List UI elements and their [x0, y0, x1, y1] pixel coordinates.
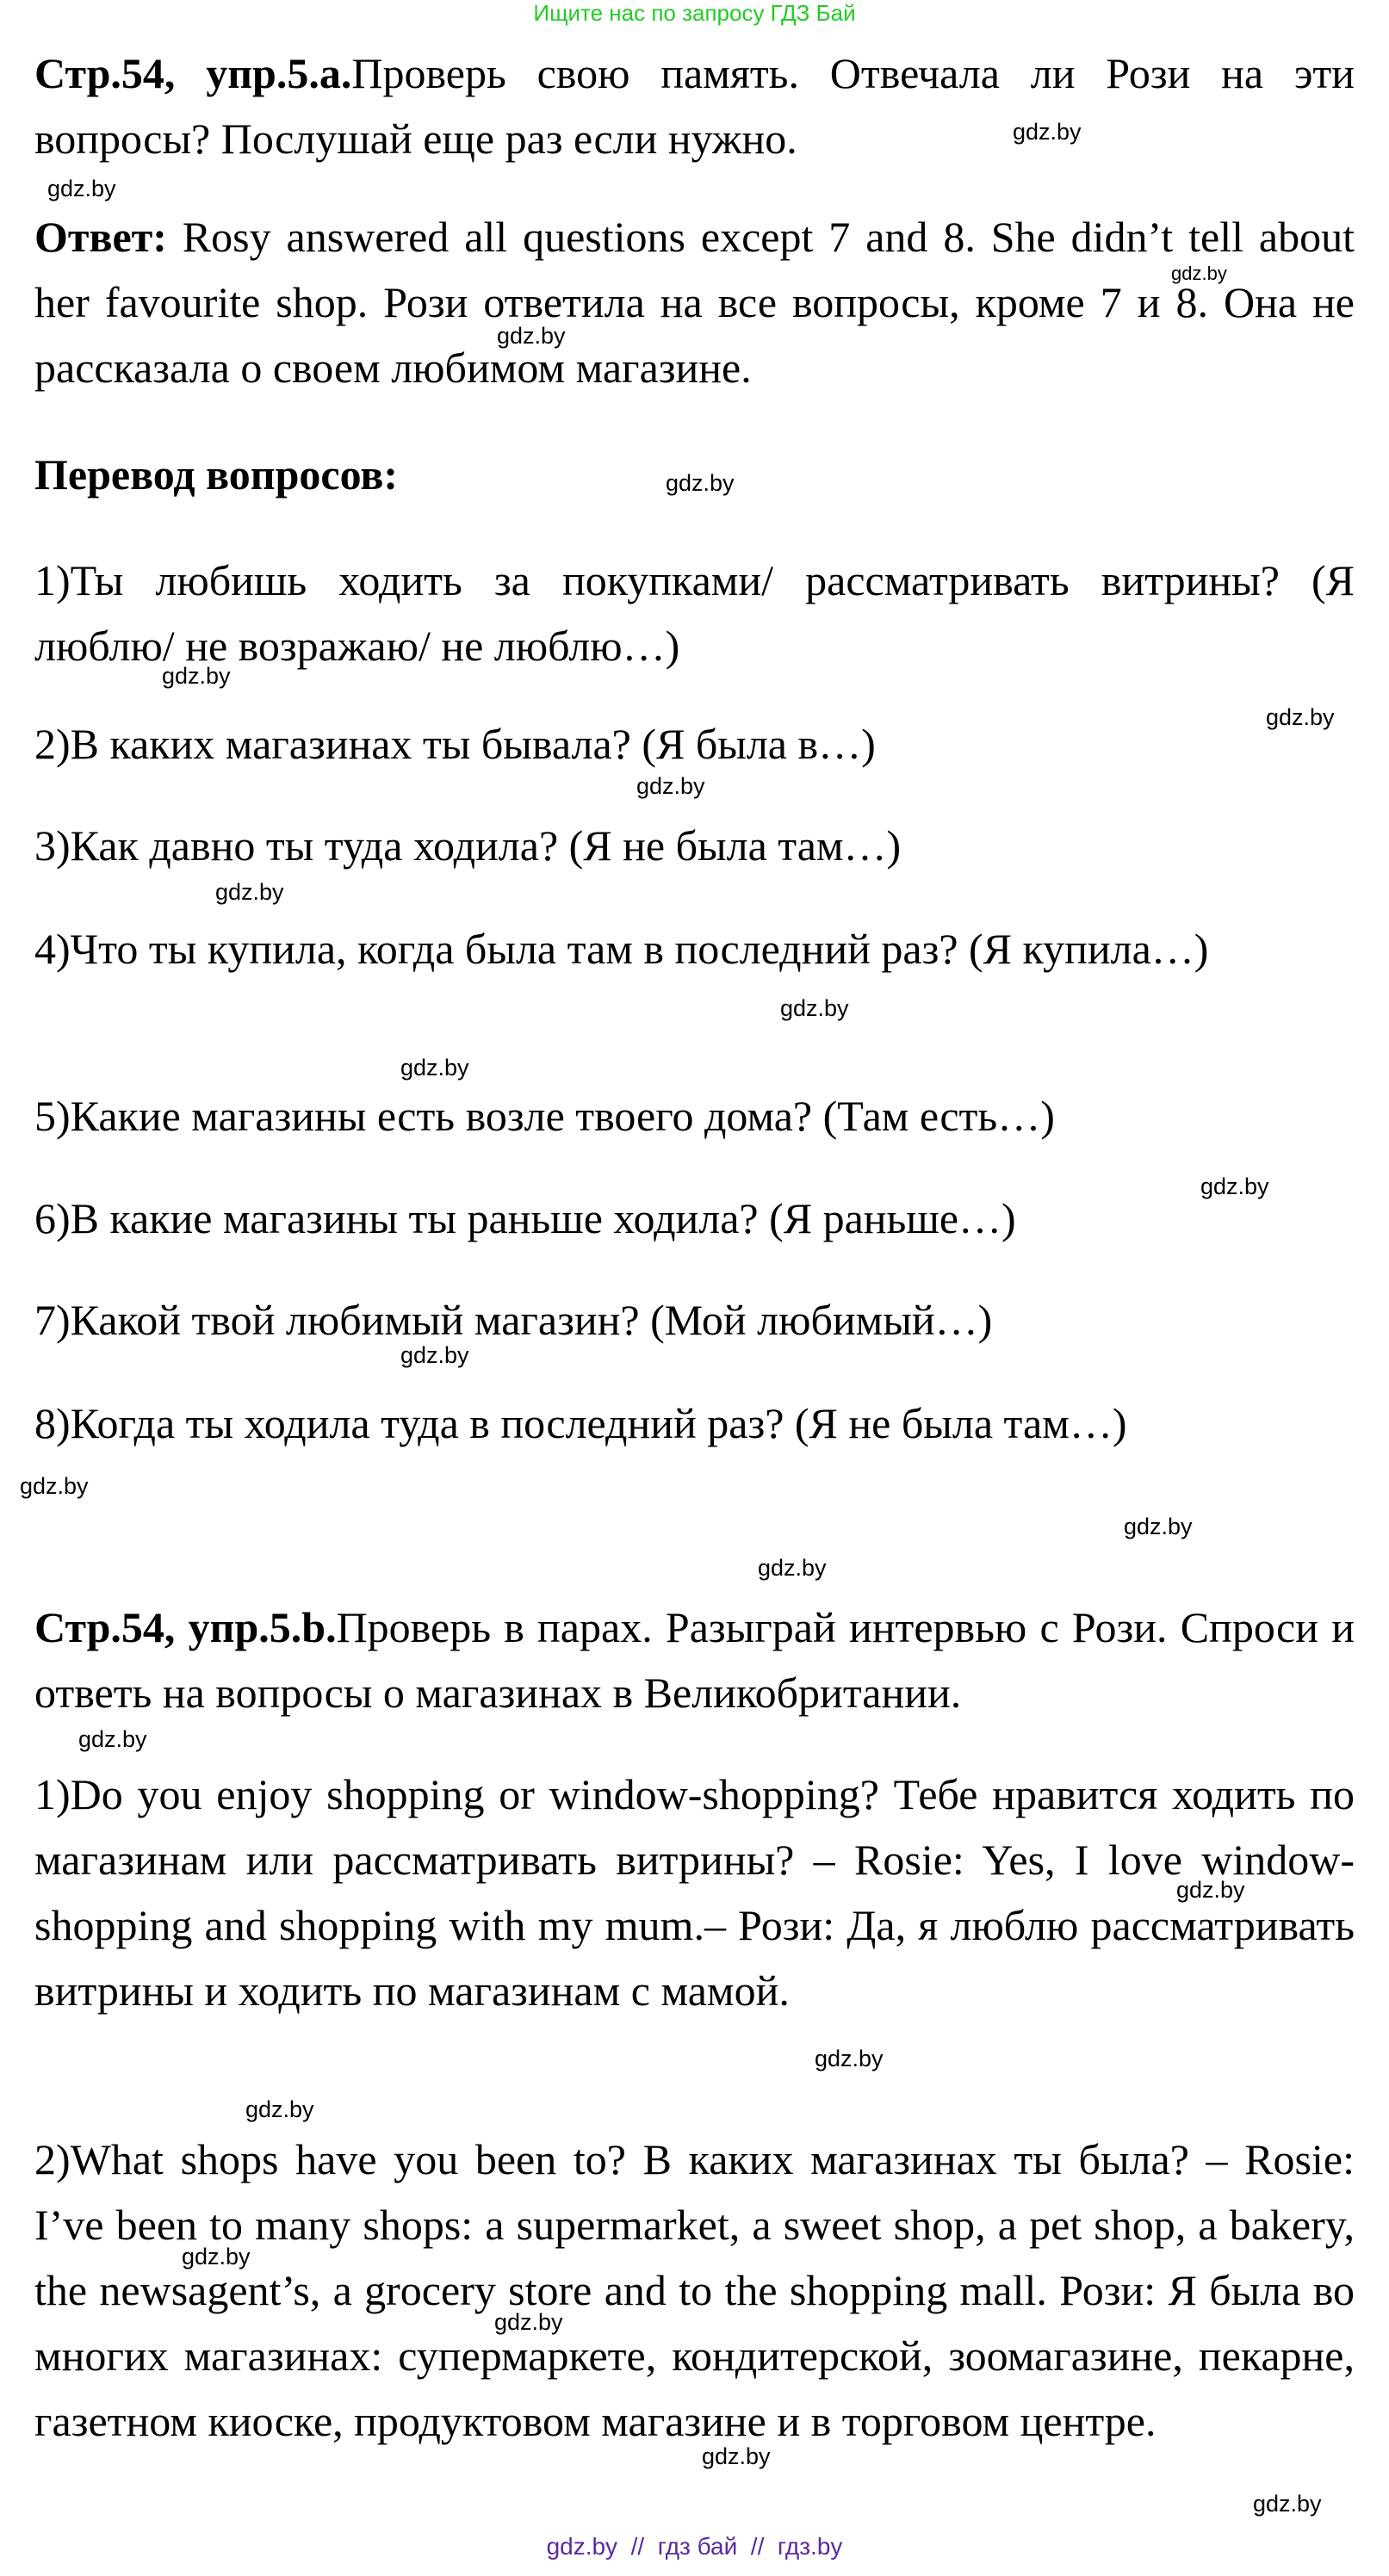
answer-5b-1: 1)Do you enjoy shopping or window-shopping? Тебе нравится ходить по магазинам или рассматривать витрины? – Rosie: Yes, I love window-shopping and shopping with my mum.– Рози: Да, я люблю рассматривать витрины и ходить по магазинам с мамой.	[34, 1770, 1355, 2015]
question-8: 8)Когда ты ходила туда в последний раз? (Я не была там…)	[34, 1399, 1127, 1447]
exercise-5a	[34, 40, 1355, 171]
watermark: gdz.by	[1176, 1877, 1245, 1903]
watermark: gdz.by	[20, 1473, 89, 1499]
footer-links: gdz.by // гдз бай // гдз.by	[546, 2533, 843, 2560]
watermark: gdz.by	[245, 2096, 314, 2122]
watermark: gdz.by	[702, 2443, 771, 2469]
watermark: gdz.by	[1200, 1173, 1269, 1199]
question-5: 5)Какие магазины есть возле твоего дома? (Там есть…)	[34, 1092, 1055, 1140]
exercise-5a-heading: Стр.54, упр.5.a.	[34, 49, 352, 97]
watermark: gdz.by	[780, 995, 849, 1021]
translation-heading: Перевод вопросов:	[34, 450, 398, 498]
watermark: gdz.by	[1124, 1514, 1193, 1539]
watermark: gdz.by	[47, 176, 116, 201]
answer-5a	[34, 204, 1355, 400]
watermark: gdz.by	[162, 663, 231, 689]
watermark: gdz.by	[494, 2309, 563, 2335]
watermark: gdz.by	[215, 879, 284, 905]
answer-5b-2: 2)What shops have you been to? В каких магазинах ты была? – Rosie: I’ve been to many shops: a supermarket, a sweet shop, a pet shop, a bakery, the newsagent’s, a grocery store and to the shopping mall. Рози: Я была во многих магазинах: супермаркете, кондитерской, зоомагазине, пекарне, газетном киоске, продуктовом магазине и в торговом центре.	[34, 2135, 1355, 2445]
question-7: 7)Какой твой любимый магазин? (Мой любимый…)	[34, 1296, 993, 1344]
exercise-5b	[34, 1595, 1355, 1725]
exercise-5a-text: Проверь свою память. Отвечала ли Рози на эти вопросы? Послушай еще раз если нужно.	[34, 49, 1355, 163]
watermark: gdz.by	[636, 773, 705, 799]
watermark: gdz.by	[182, 2244, 251, 2269]
question-6: 6)В какие магазины ты раньше ходила? (Я раньше…)	[34, 1194, 1016, 1242]
watermark: gdz.by	[666, 470, 735, 496]
question-4: 4)Что ты купила, когда была там в последний раз? (Я купила…)	[34, 925, 1209, 973]
exercise-5b-text: Проверь в парах. Разыграй интервью с Рози. Спроси и ответь на вопросы о магазинах в Великобритании.	[34, 1603, 1355, 1717]
watermark: gdz.by	[1013, 119, 1082, 145]
question-3: 3)Как давно ты туда ходила? (Я не была там…)	[34, 821, 902, 870]
answer-text: Rosy answered all questions except 7 and 8. She didn’t tell about her favourite shop. Рози ответила на все вопросы, кроме 7 и 8. Она не рассказала о своем любимом магазине.	[34, 213, 1355, 392]
watermark: gdz.by	[400, 1342, 469, 1368]
answer-label: Ответ:	[34, 213, 167, 261]
exercise-5b-heading: Стр.54, упр.5.b.	[34, 1603, 337, 1651]
watermark: gdz.by	[1266, 704, 1335, 730]
watermark: gdz.by	[758, 1555, 827, 1581]
question-1: 1)Ты любишь ходить за покупками/ рассматривать витрины? (Я люблю/ не возражаю/ не люблю…)	[34, 556, 1355, 670]
watermark: gdz.by	[815, 2046, 884, 2071]
watermark: gdz.by	[78, 1726, 147, 1752]
question-2: 2)В каких магазинах ты бывала? (Я была в…)	[34, 720, 876, 768]
watermark: gdz.by	[1171, 263, 1227, 284]
watermark: gdz.by	[400, 1055, 469, 1081]
watermark: gdz.by	[1253, 2491, 1322, 2517]
watermark: gdz.by	[497, 323, 566, 349]
search-hint-banner: Ищите нас по запросу ГДЗ Бай	[533, 0, 856, 26]
